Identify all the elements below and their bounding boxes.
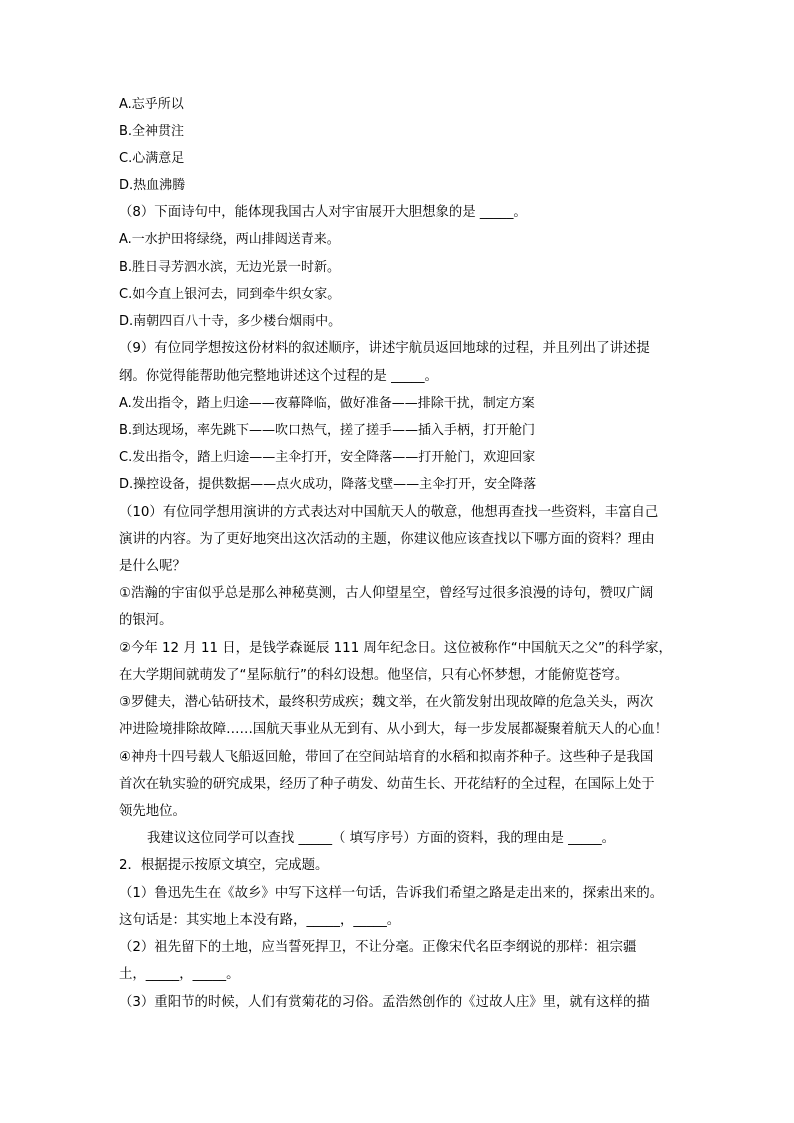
material-2-line1: ②今年 12 月 11 日，是钱学森诞辰 111 周年纪念日。这位被称作“中国航天之父”的科学家，	[119, 641, 672, 656]
option-c: C.心满意足	[119, 151, 185, 166]
question-10-line3: 是什么呢？	[119, 559, 186, 574]
option-d: D.热血沸腾	[119, 178, 186, 193]
question-9-line1: （9）有位同学想按这份材料的叙述顺序，讲述宇航员返回地球的过程，并且列出了讲述提	[119, 341, 650, 356]
question-8: （8）下面诗句中，能体现我国古人对宇宙展开大胆想象的是 _____。	[119, 205, 527, 220]
material-2-line2: 在大学期间就萌发了“星际航行”的科幻设想。他坚信，只有心怀梦想，才能俯览苍穹。	[119, 668, 629, 683]
question-2-1-line2: 这句话是：其实地上本没有路，_____，_____。	[119, 913, 401, 928]
question-2-2-line1: （2）祖先留下的土地，应当誓死捍卫，不让分毫。正像宋代名臣李纲说的那样：祖宗疆	[119, 940, 637, 955]
question-2-2-line2: 土，_____，_____。	[119, 967, 240, 982]
material-4-line1: ④神舟十四号载人飞船返回舱，带回了在空间站培育的水稻和拟南芥种子。这些种子是我国	[119, 750, 654, 765]
option-b: B.到达现场，率先跳下——吹口热气，搓了搓手——插入手柄，打开舱门	[119, 423, 536, 438]
option-a: A.一水护田将绿绕，两山排闼送青来。	[119, 232, 340, 247]
material-1-line2: 的银河。	[119, 613, 173, 628]
answer-prompt: 我建议这位同学可以查找 _____（ 填写序号）方面的资料，我的理由是 _____。	[147, 831, 616, 846]
material-1-line1: ①浩瀚的宇宙似乎总是那么神秘莫测，古人仰望星空，曾经写过很多浪漫的诗句，赞叹广阔	[119, 586, 654, 601]
option-d: D.操控设备，提供数据——点火成功，降落戈壁——主伞打开，安全降落	[119, 477, 537, 492]
question-2-heading: 2．根据提示按原文填空，完成题。	[119, 858, 329, 873]
material-4-line2: 首次在轨实验的研究成果，经历了种子萌发、幼苗生长、开花结籽的全过程，在国际上处于	[119, 777, 655, 792]
question-10-line2: 演讲的内容。为了更好地突出这次活动的主题，你建议他应该查找以下哪方面的资料？理由	[119, 532, 655, 547]
option-b: B.全神贯注	[119, 124, 185, 139]
option-d: D.南朝四百八十寺，多少楼台烟雨中。	[119, 314, 342, 329]
option-c: C.发出指令，踏上归途——主伞打开，安全降落——打开舱门，欢迎回家	[119, 450, 536, 465]
question-9-line2: 纲。你觉得能帮助他完整地讲述这个过程的是 _____。	[119, 369, 438, 384]
question-2-3-line1: （3）重阳节的时候，人们有赏菊花的习俗。孟浩然创作的《过故人庄》里，就有这样的描	[119, 995, 650, 1010]
option-a: A.发出指令，踏上归途——夜幕降临，做好准备——排除干扰，制定方案	[119, 396, 535, 411]
option-b: B.胜日寻芳泗水滨，无边光景一时新。	[119, 260, 341, 275]
question-10-line1: （10）有位同学想用演讲的方式表达对中国航天人的敬意，他想再查找一些资料，丰富自己	[119, 505, 659, 520]
material-3-line2: 冲进险境排除故障……国航天事业从无到有、从小到大，每一步发展都凝聚着航天人的心血！	[119, 722, 669, 737]
option-c: C.如今直上银河去，同到牵牛织女家。	[119, 287, 341, 302]
material-3-line1: ③罗健夫，潜心钻研技术，最终积劳成疾；魏文举，在火箭发射出现故障的危急关头，两次	[119, 695, 654, 710]
question-2-1-line1: （1）鲁迅先生在《故乡》中写下这样一句话，告诉我们希望之路是走出来的，探索出来的。	[119, 886, 664, 901]
option-a: A.忘乎所以	[119, 97, 184, 112]
material-4-line3: 领先地位。	[119, 804, 186, 819]
